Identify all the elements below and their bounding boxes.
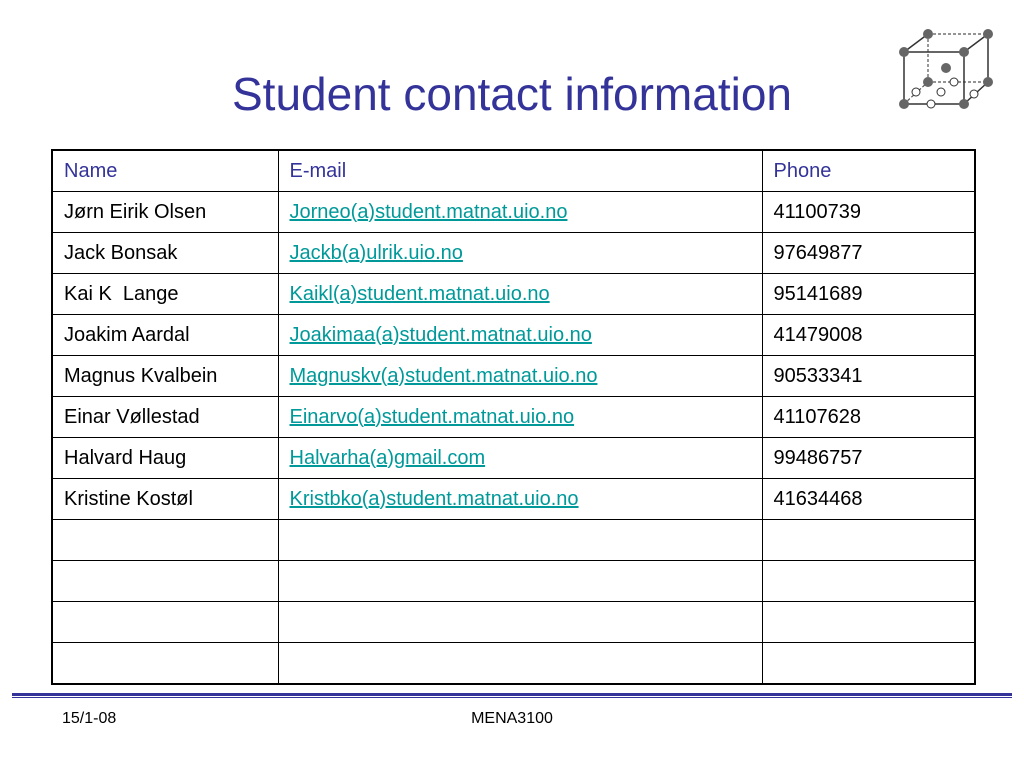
phone-number: 41634468 (762, 479, 975, 520)
footer-date: 15/1-08 (62, 710, 117, 727)
student-name: Kai K Lange (52, 274, 278, 315)
table-row-empty (52, 561, 975, 602)
table-header-row (52, 150, 975, 192)
student-name: Halvard Haug (52, 438, 278, 479)
phone-number: 41479008 (762, 315, 975, 356)
table-row-empty (52, 602, 975, 643)
phone-number: 97649877 (762, 233, 975, 274)
footer-divider (12, 693, 1012, 696)
student-name: Joakim Aardal (52, 315, 278, 356)
empty-cell (278, 602, 762, 643)
empty-cell (52, 520, 278, 561)
student-name: Magnus Kvalbein (52, 356, 278, 397)
table-row (52, 438, 975, 479)
email-cell (278, 315, 762, 356)
email-link[interactable]: Magnuskv(a)student.matnat.uio.no (289, 364, 598, 387)
table-row (52, 479, 975, 520)
table-row-empty (52, 520, 975, 561)
student-name: Jørn Eirik Olsen (52, 192, 278, 233)
table-row-empty (52, 643, 975, 685)
email-link[interactable]: Jorneo(a)student.matnat.uio.no (289, 200, 568, 223)
empty-cell (762, 602, 975, 643)
column-header-email: E-mail (278, 150, 762, 192)
empty-cell (762, 643, 975, 685)
email-link[interactable]: Jackb(a)ulrik.uio.no (289, 241, 463, 264)
email-link[interactable]: Joakimaa(a)student.matnat.uio.no (289, 323, 592, 346)
page-title: Student contact information (232, 68, 792, 120)
email-link[interactable]: Einarvo(a)student.matnat.uio.no (289, 405, 575, 428)
email-link[interactable]: Kaikl(a)student.matnat.uio.no (289, 282, 550, 305)
empty-cell (52, 643, 278, 685)
table-row (52, 315, 975, 356)
contact-table (51, 149, 976, 685)
email-link[interactable]: Kristbko(a)student.matnat.uio.no (289, 487, 579, 510)
email-cell (278, 479, 762, 520)
column-header-name: Name (52, 150, 278, 192)
email-cell (278, 397, 762, 438)
table-row (52, 233, 975, 274)
email-cell (278, 438, 762, 479)
empty-cell (52, 602, 278, 643)
phone-number: 41107628 (762, 397, 975, 438)
table-row (52, 274, 975, 315)
phone-number: 41100739 (762, 192, 975, 233)
empty-cell (762, 561, 975, 602)
student-name: Kristine Kostøl (52, 479, 278, 520)
empty-cell (52, 561, 278, 602)
empty-cell (278, 643, 762, 685)
phone-number: 99486757 (762, 438, 975, 479)
phone-number: 90533341 (762, 356, 975, 397)
phone-number: 95141689 (762, 274, 975, 315)
empty-cell (762, 520, 975, 561)
crystal-lattice-cube-icon (896, 22, 998, 118)
email-link[interactable]: Halvarha(a)gmail.com (289, 446, 486, 469)
student-name: Einar Vøllestad (52, 397, 278, 438)
email-cell (278, 233, 762, 274)
empty-cell (278, 520, 762, 561)
column-header-phone: Phone (762, 150, 975, 192)
footer-course-code: MENA3100 (471, 710, 553, 727)
email-cell (278, 356, 762, 397)
email-cell (278, 192, 762, 233)
table-row (52, 356, 975, 397)
student-name: Jack Bonsak (52, 233, 278, 274)
email-cell (278, 274, 762, 315)
empty-cell (278, 561, 762, 602)
table-row (52, 192, 975, 233)
footer-divider-thin (12, 697, 1012, 698)
table-row (52, 397, 975, 438)
